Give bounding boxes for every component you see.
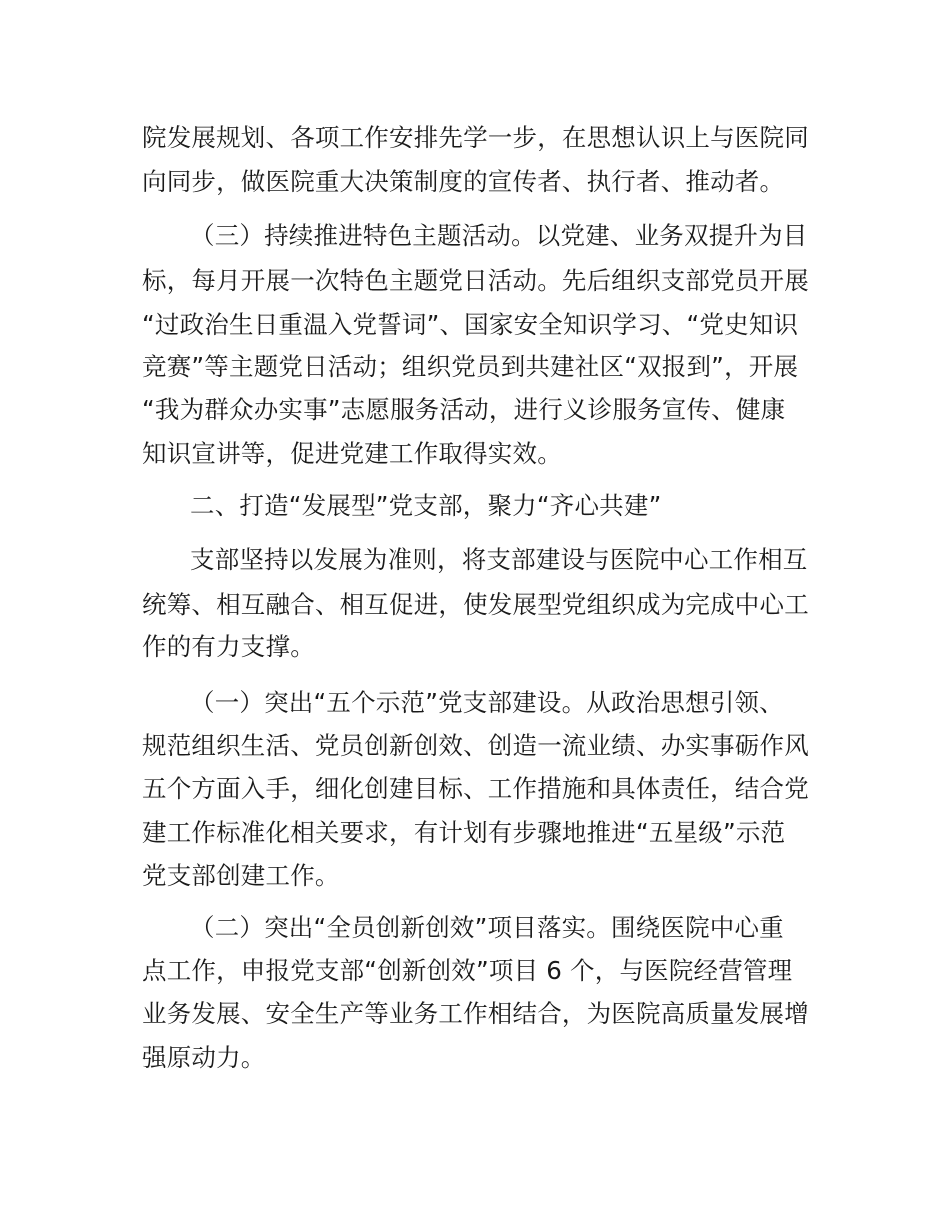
section-heading: 二、打造“发展型”党支部，聚力“齐心共建”: [190, 491, 662, 520]
text-line: 建工作标准化相关要求，有计划有步骤地推进“五星级”示范: [142, 818, 786, 847]
text-line: “我为群众办实事”志愿服务活动，进行义诊服务宣传、健康: [142, 395, 786, 424]
text-line: 规范组织生活、党员创新创效、创造一流业绩、办实事砺作风: [142, 731, 809, 760]
text-line: 业务发展、安全生产等业务工作相结合，为医院高质量发展增: [142, 999, 809, 1028]
text-line: 竞赛”等主题党日活动；组织党员到共建社区“双报到”，开展: [142, 352, 799, 381]
text-line: （二）突出“全员创新创效”项目落实。围绕医院中心重: [190, 913, 784, 942]
text-line: 支部坚持以发展为准则，将支部建设与医院中心工作相互: [190, 545, 808, 574]
text-line: 点工作，申报党支部“创新创效”项目 6 个，与医院经营管理: [142, 956, 793, 985]
text-line: 院发展规划、各项工作安排先学一步，在思想认识上与医院同: [142, 123, 809, 152]
text-line: 党支部创建工作。: [142, 861, 340, 890]
text-line: 标，每月开展一次特色主题党日活动。先后组织支部党员开展: [142, 266, 809, 295]
text-line: 作的有力支撑。: [142, 632, 315, 661]
text-line: （一）突出“五个示范”党支部建设。从政治思想引领、: [190, 688, 784, 717]
text-line: （三）持续推进特色主题活动。以党建、业务双提升为目: [190, 221, 808, 250]
text-line: “过政治生日重温入党誓词”、国家安全知识学习、“党史知识: [142, 310, 799, 339]
text-line: 知识宣讲等，促进党建工作取得实效。: [142, 439, 562, 468]
text-line: 统筹、相互融合、相互促进，使发展型党组织成为完成中心工: [142, 590, 809, 619]
text-line: 强原动力。: [142, 1043, 266, 1072]
text-line: 五个方面入手，细化创建目标、工作措施和具体责任，结合党: [142, 774, 809, 803]
text-line: 向同步，做医院重大决策制度的宣传者、执行者、推动者。: [142, 167, 785, 196]
